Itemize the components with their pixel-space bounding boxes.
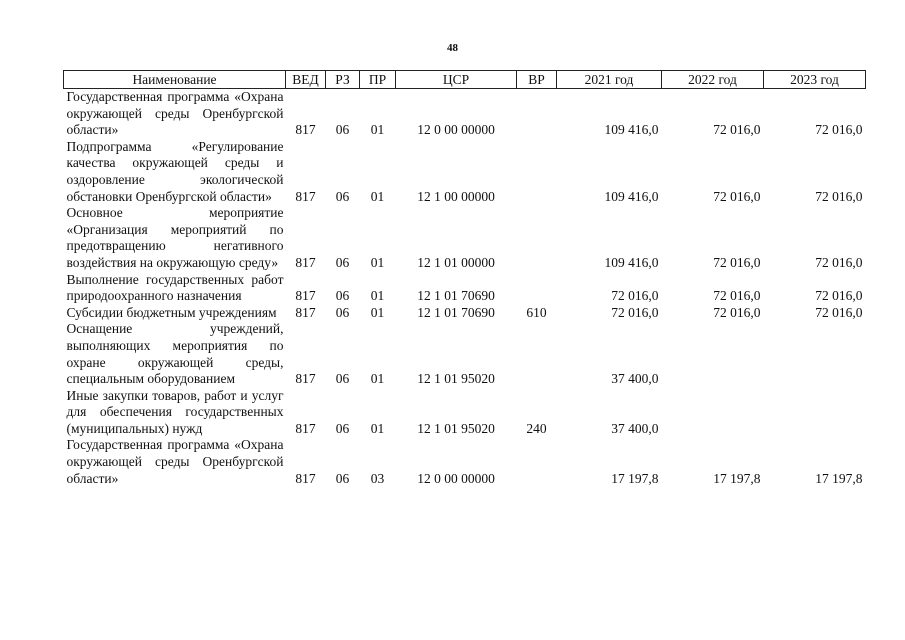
row-2023: 72 016,0 [815, 304, 863, 320]
row-vr [517, 139, 557, 205]
row-vr: 240 [526, 420, 547, 436]
row-2023: 17 197,8 [815, 470, 863, 486]
row-rz: 06 [335, 304, 350, 320]
table-row [64, 305, 866, 322]
row-2022 [662, 388, 764, 438]
row-pr: 01 [370, 254, 385, 270]
table-row [64, 205, 866, 271]
header-vr: ВР [517, 71, 557, 89]
row-csr: 12 1 01 95020 [417, 420, 495, 436]
row-2022: 72 016,0 [713, 288, 761, 304]
row-ved: 817 [295, 420, 316, 436]
row-2022: 72 016,0 [713, 122, 761, 138]
row-2022: 72 016,0 [713, 254, 761, 270]
header-2021: 2021 год [557, 71, 662, 89]
row-2021: 109 416,0 [604, 254, 659, 270]
table-body [64, 89, 866, 488]
header-name: Наименование [64, 71, 286, 89]
row-name: Основное мероприятие «Организация мероприятий по предотвращению негативного воздействия на окружающую среду» [66, 205, 284, 270]
row-ved: 817 [295, 122, 316, 138]
row-name: Иные закупки товаров, работ и услуг для обеспечения государственных (муниципальных) нужд [66, 387, 284, 436]
row-pr: 01 [370, 304, 385, 320]
row-ved: 817 [295, 188, 316, 204]
page-number: 48 [447, 42, 458, 54]
header-2022: 2022 год [662, 71, 764, 89]
header-rz: РЗ [326, 71, 360, 89]
row-vr [517, 321, 557, 387]
row-name: Подпрограмма «Регулирование качества окружающей среды и оздоровление экологической обстановки Оренбургской области» [66, 138, 284, 204]
header-2023: 2023 год [764, 71, 866, 89]
row-csr: 12 1 00 00000 [417, 188, 495, 204]
row-2023: 72 016,0 [815, 288, 863, 304]
row-vr: 610 [526, 304, 547, 320]
row-rz: 06 [335, 371, 350, 387]
row-ved: 817 [295, 470, 316, 486]
row-ved: 817 [295, 288, 316, 304]
row-vr [517, 437, 557, 487]
row-rz: 06 [335, 254, 350, 270]
row-name: Государственная программа «Охрана окружающей среды Оренбургской области» [66, 89, 284, 138]
row-name: Выполнение государственных работ природоохранного назначения [66, 271, 284, 304]
row-2023: 72 016,0 [815, 188, 863, 204]
row-name: Государственная программа «Охрана окружающей среды Оренбургской области» [66, 437, 284, 486]
table-header [64, 71, 866, 89]
row-vr [517, 205, 557, 271]
row-rz: 06 [335, 420, 350, 436]
table-row [64, 321, 866, 387]
row-2021: 109 416,0 [604, 122, 659, 138]
table-row [64, 388, 866, 438]
row-2022 [662, 321, 764, 387]
row-2021: 37 400,0 [611, 371, 659, 387]
row-2022: 17 197,8 [713, 470, 761, 486]
row-csr: 12 1 01 00000 [417, 254, 495, 270]
row-csr: 12 0 00 00000 [417, 470, 495, 486]
row-2023 [764, 321, 866, 387]
row-pr: 03 [370, 470, 385, 486]
row-2021: 72 016,0 [611, 304, 659, 320]
row-rz: 06 [335, 122, 350, 138]
row-pr: 01 [370, 420, 385, 436]
row-2023 [764, 388, 866, 438]
row-2023: 72 016,0 [815, 122, 863, 138]
row-pr: 01 [370, 188, 385, 204]
row-vr [517, 89, 557, 139]
row-ved: 817 [295, 371, 316, 387]
row-2021: 72 016,0 [611, 288, 659, 304]
row-rz: 06 [335, 288, 350, 304]
row-csr: 12 1 01 70690 [417, 288, 495, 304]
table-row [64, 139, 866, 205]
header-csr: ЦСР [396, 71, 517, 89]
row-ved: 817 [295, 304, 316, 320]
row-ved: 817 [295, 254, 316, 270]
row-pr: 01 [370, 288, 385, 304]
row-2021: 17 197,8 [611, 470, 659, 486]
row-pr: 01 [370, 122, 385, 138]
row-rz: 06 [335, 470, 350, 486]
header-ved: ВЕД [286, 71, 326, 89]
row-csr: 12 1 01 70690 [417, 304, 495, 320]
row-rz: 06 [335, 188, 350, 204]
table-row [64, 437, 866, 487]
row-csr: 12 0 00 00000 [417, 122, 495, 138]
table-row [64, 272, 866, 305]
table-row [64, 89, 866, 139]
row-vr [517, 272, 557, 305]
row-csr: 12 1 01 95020 [417, 371, 495, 387]
row-name: Оснащение учреждений, выполняющих мероприятия по охране окружающей среды, специальным оборудованием [66, 321, 284, 387]
row-2022: 72 016,0 [713, 304, 761, 320]
row-2022: 72 016,0 [713, 188, 761, 204]
row-2023: 72 016,0 [815, 254, 863, 270]
row-2021: 109 416,0 [604, 188, 659, 204]
header-pr: ПР [360, 71, 396, 89]
row-2021: 37 400,0 [611, 420, 659, 436]
budget-table [63, 70, 866, 487]
row-pr: 01 [370, 371, 385, 387]
row-name: Субсидии бюджетным учреждениям [66, 304, 277, 320]
